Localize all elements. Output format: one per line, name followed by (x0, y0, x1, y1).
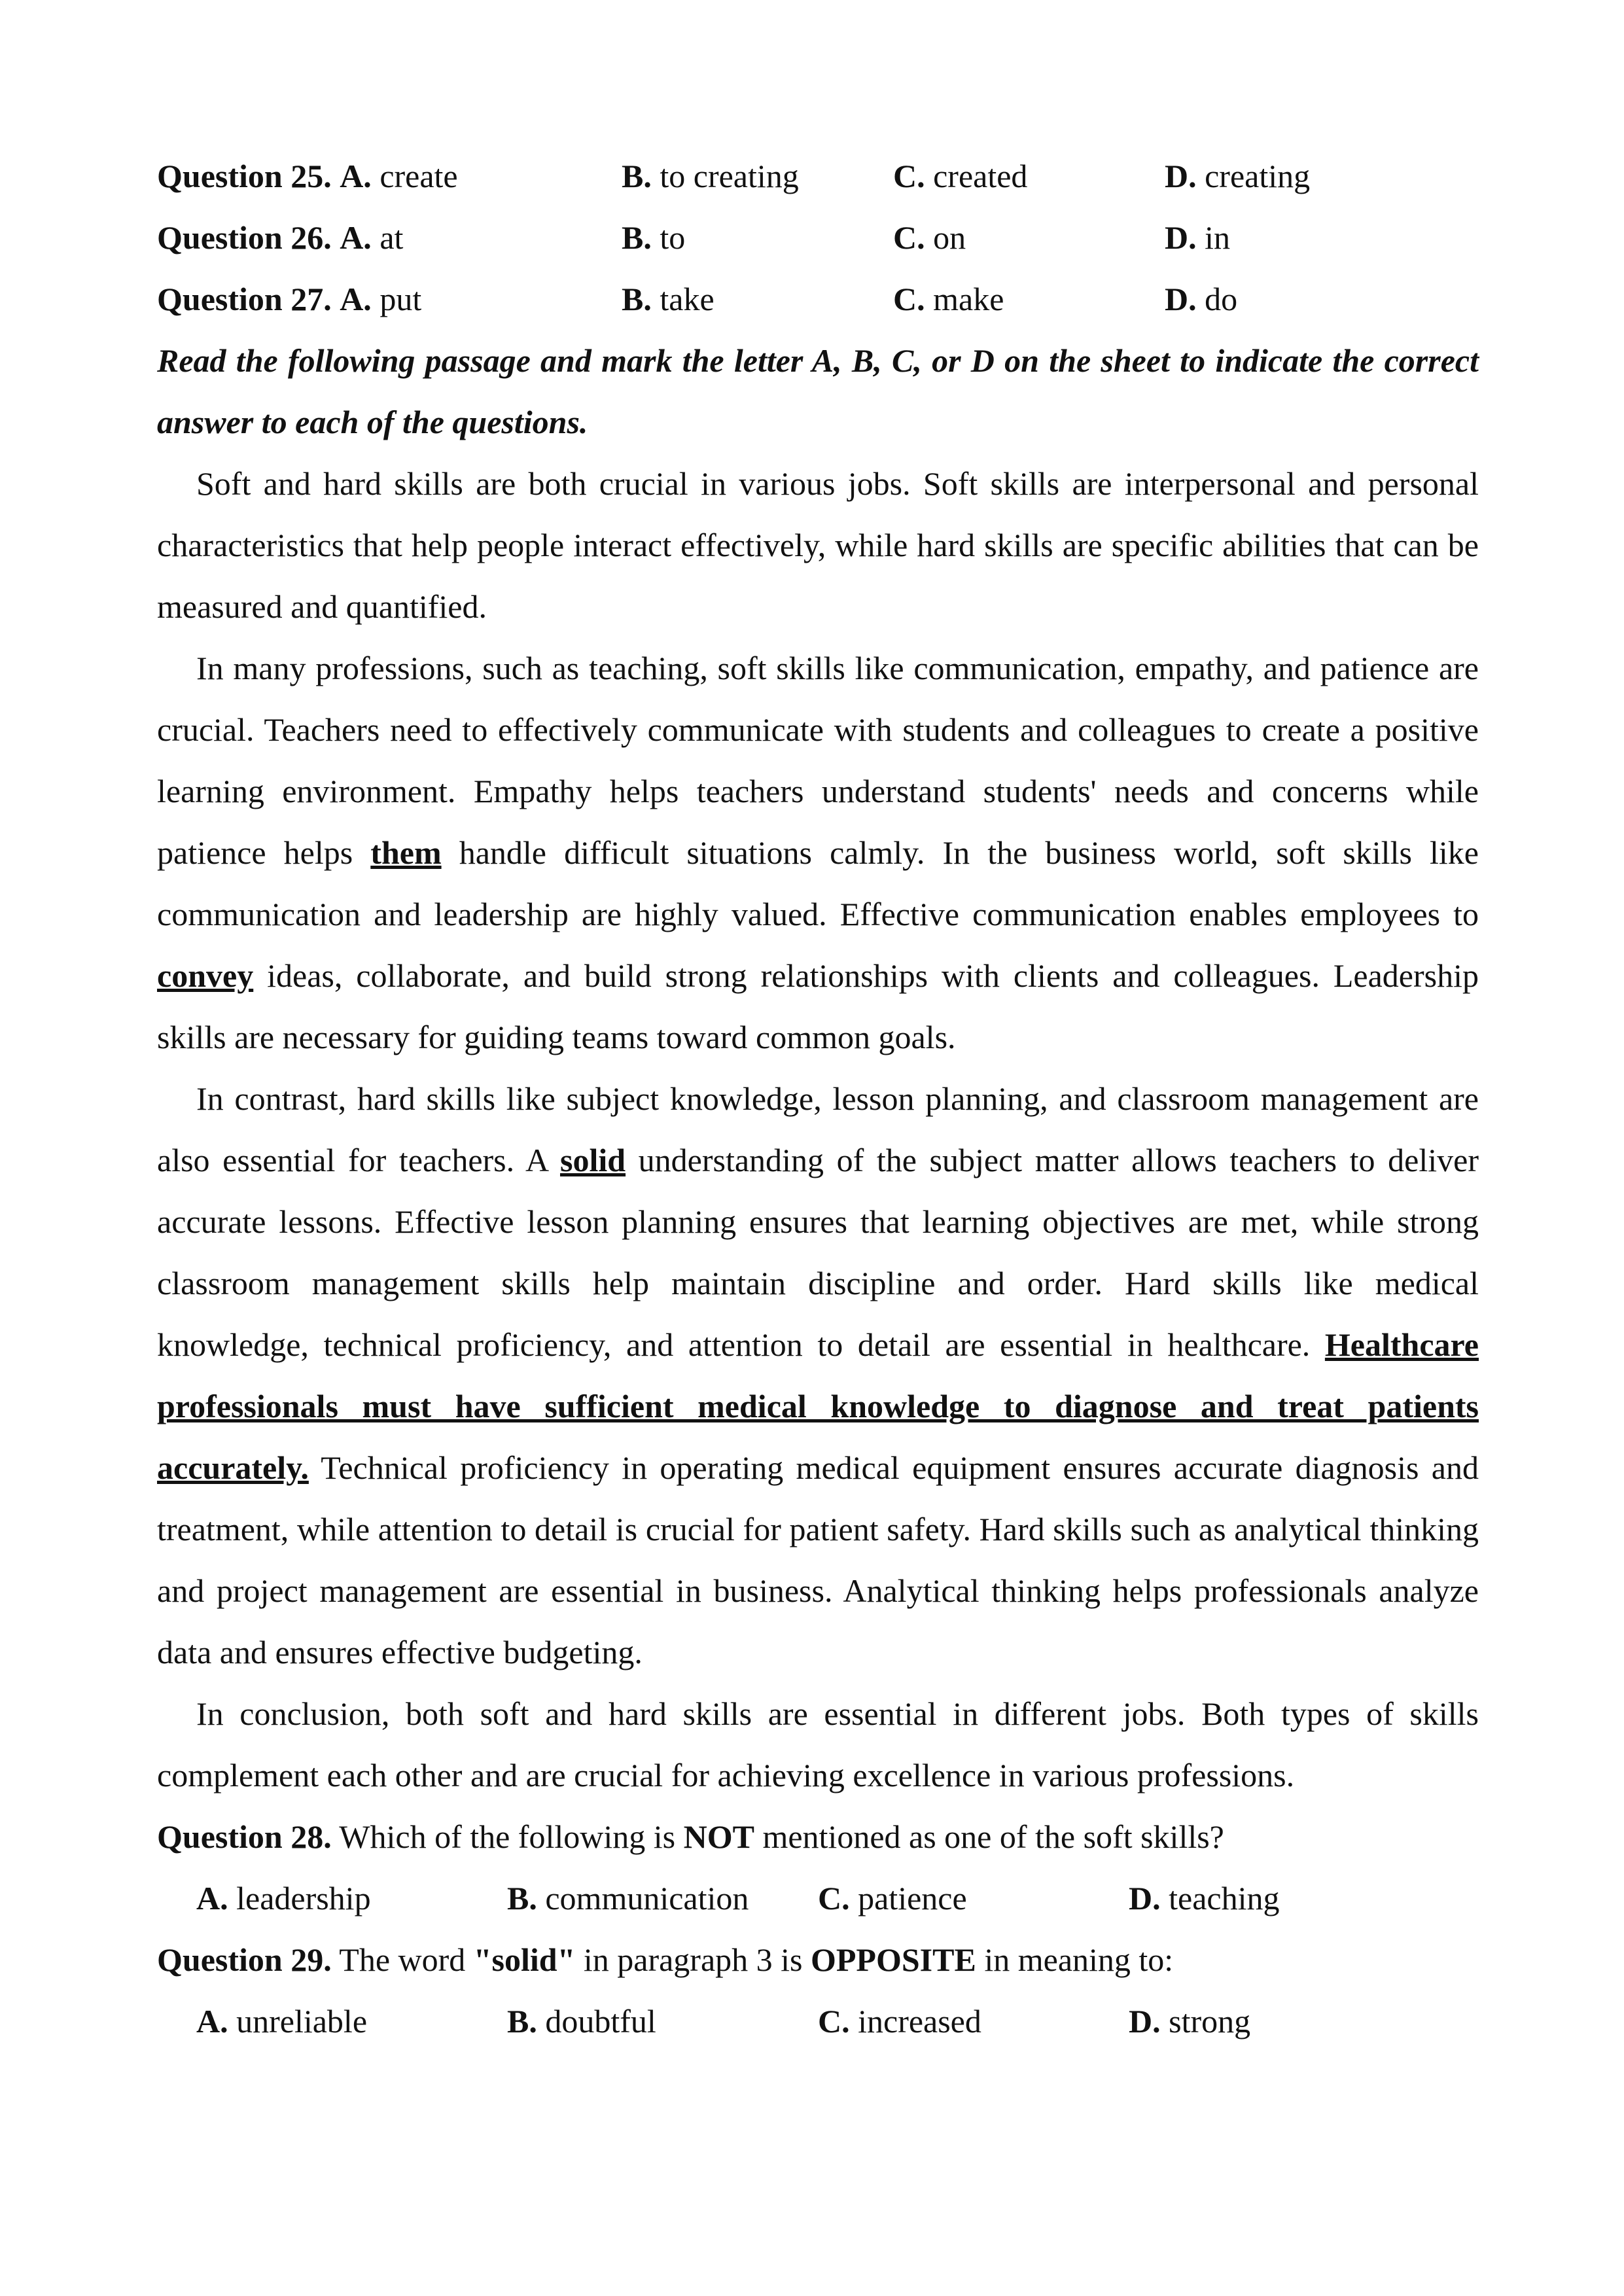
option-letter: B. (622, 281, 652, 317)
passage-paragraph-3: In contrast, hard skills like subject knowledge, lesson planning, and classroom management are also essential for teachers. A solid understanding of the subject matter allows teachers to deliver accurate lessons. Effective lesson planning ensures that learning objectives are met, while strong classroom management skills help maintain discipline and order. Hard skills like medical knowledge, technical proficiency, and attention to detail are essential in healthcare. Healthcare professionals must have sufficient medical knowledge to diagnose and treat patients accurately. Technical proficiency in operating medical equipment ensures accurate diagnosis and treatment, while attention to detail is crucial for patient safety. Hard skills such as analytical thinking and project management are essential in business. Analytical thinking helps professionals analyze data and ensures effective budgeting. (157, 1080, 1479, 1670)
option-letter: C. (893, 219, 925, 256)
question-28-stem: Question 28. Which of the following is NOT mentioned as one of the soft skills? (157, 1818, 1224, 1855)
question-27-row (157, 268, 1479, 330)
option-letter: A. (340, 281, 372, 317)
question-label: Question 29. (157, 1941, 332, 1978)
underlined-sentence: Healthcare professionals must have sufficient medical knowledge to diagnose and treat patients accurately. (157, 1326, 1479, 1486)
option-c: C. increased (818, 2003, 981, 2040)
option-text: do (1205, 281, 1238, 317)
option-text: at (380, 219, 404, 256)
page-content (157, 145, 1479, 2052)
option-letter: D. (1165, 219, 1197, 256)
option-text: to (660, 219, 686, 256)
option-letter: C. (893, 281, 925, 317)
option-d: D. teaching (1129, 1880, 1280, 1916)
question-label: Question 28. (157, 1818, 332, 1855)
question-26-row (157, 207, 1479, 268)
option-c: C. patience (818, 1880, 967, 1916)
option-text: put (380, 281, 422, 317)
passage-paragraph-2: In many professions, such as teaching, soft skills like communication, empathy, and patience are crucial. Teachers need to effectively communicate with students and colleagues to create a positive learning environment. Empathy helps teachers understand students' needs and concerns while patience helps them handle difficult situations calmly. In the business world, soft skills like communication and leadership are highly valued. Effective communication enables employees to convey ideas, collaborate, and build strong relationships with clients and colleagues. Leadership skills are necessary for guiding teams toward common goals. (157, 650, 1479, 1055)
option-letter: B. (622, 219, 652, 256)
underlined-word-solid: solid (559, 1142, 626, 1178)
option-letter: D. (1165, 281, 1197, 317)
reading-instruction: Read the following passage and mark the letter A, B, C, or D on the sheet to indicate the correct answer to each of the questions. (157, 342, 1479, 440)
option-letter: D. (1165, 158, 1197, 194)
option-letter: C. (893, 158, 925, 194)
option-b: B. doubtful (507, 2003, 656, 2040)
option-a: A. unreliable (196, 2003, 368, 2040)
passage-paragraph-4: In conclusion, both soft and hard skills are essential in different jobs. Both types of skills complement each other and are crucial for achieving excellence in various professions. (157, 1695, 1479, 1793)
question-label: Question 25. (157, 158, 332, 194)
question-29-stem: Question 29. The word "solid" in paragraph 3 is OPPOSITE in meaning to: (157, 1941, 1174, 1978)
option-letter: A. (340, 219, 372, 256)
option-b: B. communication (507, 1880, 749, 1916)
question-29-options (157, 1990, 1479, 2052)
option-letter: A. (340, 158, 372, 194)
underlined-word-them: them (370, 834, 442, 871)
question-label: Question 27. (157, 281, 332, 317)
option-letter: B. (622, 158, 652, 194)
option-text: created (933, 158, 1028, 194)
option-text: on (933, 219, 966, 256)
question-28-options (157, 1867, 1479, 1929)
option-text: to creating (660, 158, 799, 194)
question-25-row (157, 145, 1479, 207)
question-label: Question 26. (157, 219, 332, 256)
option-a: A. leadership (196, 1880, 371, 1916)
option-text: create (380, 158, 458, 194)
passage-paragraph-1: Soft and hard skills are both crucial in various jobs. Soft skills are interpersonal and personal characteristics that help people interact effectively, while hard skills are specific abilities that can be measured and quantified. (157, 465, 1479, 625)
option-text: take (660, 281, 715, 317)
option-text: creating (1205, 158, 1311, 194)
underlined-word-convey: convey (157, 957, 254, 994)
option-text: in (1205, 219, 1231, 256)
option-text: make (933, 281, 1004, 317)
option-d: D. strong (1129, 2003, 1251, 2040)
